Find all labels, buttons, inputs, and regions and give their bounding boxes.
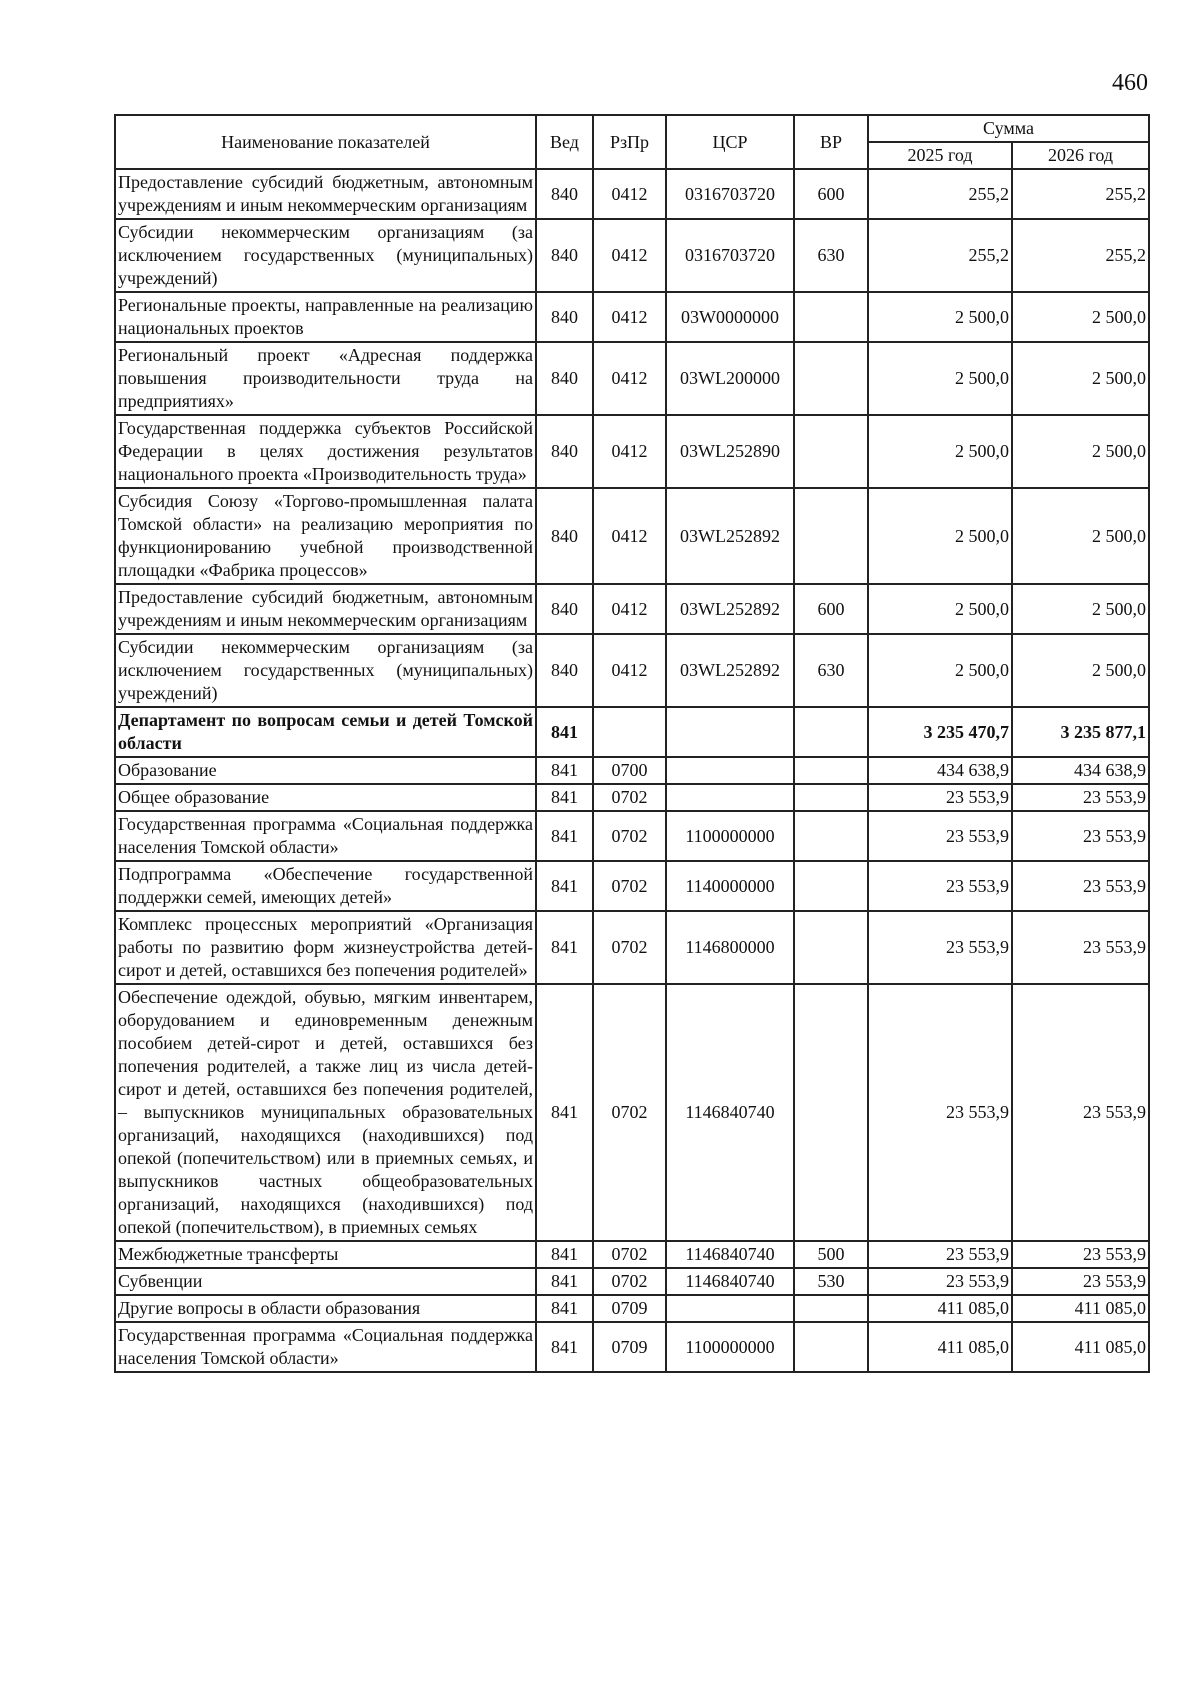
row-amount-2025: 23 553,9 — [868, 984, 1012, 1241]
row-name: Государственная программа «Социальная поддержка населения Томской области» — [115, 1322, 536, 1372]
row-amount-2025: 23 553,9 — [868, 811, 1012, 861]
row-amount-2026: 23 553,9 — [1012, 1241, 1149, 1268]
row-name: Департамент по вопросам семьи и детей Томской области — [115, 707, 536, 757]
row-csr: 1140000000 — [666, 861, 794, 911]
table-row — [115, 169, 1149, 219]
header-sum: Сумма — [868, 115, 1149, 142]
row-name: Региональные проекты, направленные на реализацию национальных проектов — [115, 292, 536, 342]
row-csr: 03WL252892 — [666, 634, 794, 707]
header-rzpr: РзПр — [593, 115, 666, 169]
row-vr — [794, 1295, 868, 1322]
row-csr: 1146840740 — [666, 1268, 794, 1295]
page-number: 460 — [1112, 70, 1148, 96]
row-amount-2025: 2 500,0 — [868, 342, 1012, 415]
header-2026: 2026 год — [1012, 142, 1149, 169]
header-ved: Вед — [536, 115, 593, 169]
row-amount-2026: 23 553,9 — [1012, 811, 1149, 861]
row-csr — [666, 1295, 794, 1322]
row-ved: 841 — [536, 784, 593, 811]
row-amount-2026: 23 553,9 — [1012, 1268, 1149, 1295]
row-rzpr: 0412 — [593, 292, 666, 342]
table-row — [115, 1241, 1149, 1268]
row-ved: 840 — [536, 415, 593, 488]
row-csr — [666, 707, 794, 757]
row-name: Обеспечение одеждой, обувью, мягким инвентарем, оборудованием и единовременным денежным пособием детей-сирот и детей, оставшихся без попечения родителей, а также лиц из числа детей-сирот и детей, оставшихся без попечения родителей, – выпускников муниципальных образовательных организаций, находящихся (находившихся) под опекой (попечительством) или в приемных семьях, и выпускников частных общеобразовательных организаций, находящихся (находившихся) под опекой (попечительством), в приемных семьях — [115, 984, 536, 1241]
row-amount-2026: 2 500,0 — [1012, 415, 1149, 488]
row-rzpr: 0702 — [593, 984, 666, 1241]
row-amount-2025: 2 500,0 — [868, 415, 1012, 488]
row-rzpr: 0412 — [593, 342, 666, 415]
row-ved: 841 — [536, 1322, 593, 1372]
row-vr: 600 — [794, 584, 868, 634]
row-name: Субсидии некоммерческим организациям (за исключением государственных (муниципальных) учреждений) — [115, 634, 536, 707]
row-rzpr: 0412 — [593, 219, 666, 292]
row-csr: 1100000000 — [666, 1322, 794, 1372]
row-vr — [794, 911, 868, 984]
table-header — [115, 115, 1149, 169]
header-2025: 2025 год — [868, 142, 1012, 169]
table-row — [115, 292, 1149, 342]
table-row — [115, 707, 1149, 757]
table-row — [115, 861, 1149, 911]
row-rzpr: 0702 — [593, 911, 666, 984]
row-ved: 841 — [536, 811, 593, 861]
row-amount-2025: 2 500,0 — [868, 634, 1012, 707]
row-csr: 03WL252892 — [666, 488, 794, 584]
row-amount-2025: 23 553,9 — [868, 784, 1012, 811]
row-csr: 1146840740 — [666, 984, 794, 1241]
row-amount-2026: 411 085,0 — [1012, 1295, 1149, 1322]
row-csr: 1146840740 — [666, 1241, 794, 1268]
row-vr — [794, 811, 868, 861]
row-csr: 03WL252890 — [666, 415, 794, 488]
row-ved: 841 — [536, 757, 593, 784]
row-name: Предоставление субсидий бюджетным, автономным учреждениям и иным некоммерческим организациям — [115, 584, 536, 634]
row-amount-2026: 255,2 — [1012, 169, 1149, 219]
row-amount-2025: 23 553,9 — [868, 1268, 1012, 1295]
table-row — [115, 811, 1149, 861]
table-row — [115, 911, 1149, 984]
table-row — [115, 784, 1149, 811]
table-row — [115, 634, 1149, 707]
row-ved: 841 — [536, 1268, 593, 1295]
row-ved: 841 — [536, 1295, 593, 1322]
row-ved: 841 — [536, 1241, 593, 1268]
row-ved: 841 — [536, 984, 593, 1241]
row-amount-2025: 3 235 470,7 — [868, 707, 1012, 757]
row-rzpr: 0700 — [593, 757, 666, 784]
row-vr: 630 — [794, 634, 868, 707]
table-row — [115, 488, 1149, 584]
row-amount-2025: 434 638,9 — [868, 757, 1012, 784]
row-name: Подпрограмма «Обеспечение государственной поддержки семей, имеющих детей» — [115, 861, 536, 911]
row-ved: 840 — [536, 342, 593, 415]
row-vr — [794, 984, 868, 1241]
row-vr: 600 — [794, 169, 868, 219]
header-csr: ЦСР — [666, 115, 794, 169]
row-name: Общее образование — [115, 784, 536, 811]
row-ved: 841 — [536, 861, 593, 911]
row-csr: 1100000000 — [666, 811, 794, 861]
row-rzpr: 0702 — [593, 1241, 666, 1268]
row-rzpr: 0702 — [593, 1268, 666, 1295]
row-amount-2025: 2 500,0 — [868, 292, 1012, 342]
row-amount-2026: 2 500,0 — [1012, 584, 1149, 634]
row-amount-2026: 23 553,9 — [1012, 984, 1149, 1241]
row-ved: 840 — [536, 169, 593, 219]
row-vr — [794, 707, 868, 757]
row-csr: 1146800000 — [666, 911, 794, 984]
table-row — [115, 1295, 1149, 1322]
row-rzpr: 0412 — [593, 584, 666, 634]
row-name: Другие вопросы в области образования — [115, 1295, 536, 1322]
table-body — [115, 169, 1149, 1372]
row-ved: 840 — [536, 584, 593, 634]
row-ved: 840 — [536, 292, 593, 342]
table-row — [115, 219, 1149, 292]
row-amount-2025: 23 553,9 — [868, 911, 1012, 984]
row-amount-2026: 23 553,9 — [1012, 911, 1149, 984]
row-csr: 03WL200000 — [666, 342, 794, 415]
row-name: Субсидии некоммерческим организациям (за исключением государственных (муниципальных) учреждений) — [115, 219, 536, 292]
row-ved: 840 — [536, 219, 593, 292]
row-name: Предоставление субсидий бюджетным, автономным учреждениям и иным некоммерческим организациям — [115, 169, 536, 219]
row-vr — [794, 415, 868, 488]
row-amount-2025: 23 553,9 — [868, 861, 1012, 911]
row-name: Региональный проект «Адресная поддержка повышения производительности труда на предприятиях» — [115, 342, 536, 415]
row-amount-2026: 2 500,0 — [1012, 292, 1149, 342]
row-rzpr: 0702 — [593, 811, 666, 861]
row-rzpr — [593, 707, 666, 757]
row-vr — [794, 1322, 868, 1372]
row-csr: 0316703720 — [666, 169, 794, 219]
row-name: Межбюджетные трансферты — [115, 1241, 536, 1268]
row-ved: 841 — [536, 911, 593, 984]
table-row — [115, 584, 1149, 634]
row-amount-2026: 434 638,9 — [1012, 757, 1149, 784]
row-amount-2025: 255,2 — [868, 219, 1012, 292]
row-vr — [794, 784, 868, 811]
row-csr: 0316703720 — [666, 219, 794, 292]
row-rzpr: 0709 — [593, 1322, 666, 1372]
row-rzpr: 0702 — [593, 861, 666, 911]
row-rzpr: 0412 — [593, 634, 666, 707]
row-amount-2026: 2 500,0 — [1012, 342, 1149, 415]
table-row — [115, 342, 1149, 415]
row-name: Субвенции — [115, 1268, 536, 1295]
row-rzpr: 0412 — [593, 488, 666, 584]
row-ved: 841 — [536, 707, 593, 757]
row-rzpr: 0709 — [593, 1295, 666, 1322]
row-amount-2026: 2 500,0 — [1012, 634, 1149, 707]
row-csr: 03W0000000 — [666, 292, 794, 342]
row-vr — [794, 292, 868, 342]
row-amount-2025: 411 085,0 — [868, 1322, 1012, 1372]
table-row — [115, 415, 1149, 488]
row-csr — [666, 757, 794, 784]
row-amount-2025: 255,2 — [868, 169, 1012, 219]
row-rzpr: 0412 — [593, 169, 666, 219]
header-name: Наименование показателей — [115, 115, 536, 169]
row-amount-2026: 411 085,0 — [1012, 1322, 1149, 1372]
row-amount-2026: 23 553,9 — [1012, 784, 1149, 811]
row-amount-2026: 255,2 — [1012, 219, 1149, 292]
row-amount-2025: 2 500,0 — [868, 584, 1012, 634]
row-vr — [794, 861, 868, 911]
header-vr: ВР — [794, 115, 868, 169]
row-amount-2026: 3 235 877,1 — [1012, 707, 1149, 757]
row-name: Государственная программа «Социальная поддержка населения Томской области» — [115, 811, 536, 861]
row-name: Государственная поддержка субъектов Российской Федерации в целях достижения результатов национального проекта «Производительность труда» — [115, 415, 536, 488]
row-ved: 840 — [536, 488, 593, 584]
row-vr: 500 — [794, 1241, 868, 1268]
row-amount-2026: 23 553,9 — [1012, 861, 1149, 911]
row-name: Образование — [115, 757, 536, 784]
table-row — [115, 1322, 1149, 1372]
row-csr: 03WL252892 — [666, 584, 794, 634]
budget-table — [114, 114, 1150, 1373]
row-amount-2025: 23 553,9 — [868, 1241, 1012, 1268]
row-vr — [794, 757, 868, 784]
row-ved: 840 — [536, 634, 593, 707]
row-rzpr: 0702 — [593, 784, 666, 811]
row-vr — [794, 488, 868, 584]
row-csr — [666, 784, 794, 811]
row-vr — [794, 342, 868, 415]
row-rzpr: 0412 — [593, 415, 666, 488]
row-amount-2025: 411 085,0 — [868, 1295, 1012, 1322]
row-amount-2025: 2 500,0 — [868, 488, 1012, 584]
row-name: Комплекс процессных мероприятий «Организация работы по развитию форм жизнеустройства детей-сирот и детей, оставшихся без попечения родителей» — [115, 911, 536, 984]
row-vr: 630 — [794, 219, 868, 292]
table-row — [115, 984, 1149, 1241]
row-vr: 530 — [794, 1268, 868, 1295]
row-amount-2026: 2 500,0 — [1012, 488, 1149, 584]
table-row — [115, 757, 1149, 784]
table-row — [115, 1268, 1149, 1295]
row-name: Субсидия Союзу «Торгово-промышленная палата Томской области» на реализацию мероприятия по функционированию учебной производственной площадки «Фабрика процессов» — [115, 488, 536, 584]
